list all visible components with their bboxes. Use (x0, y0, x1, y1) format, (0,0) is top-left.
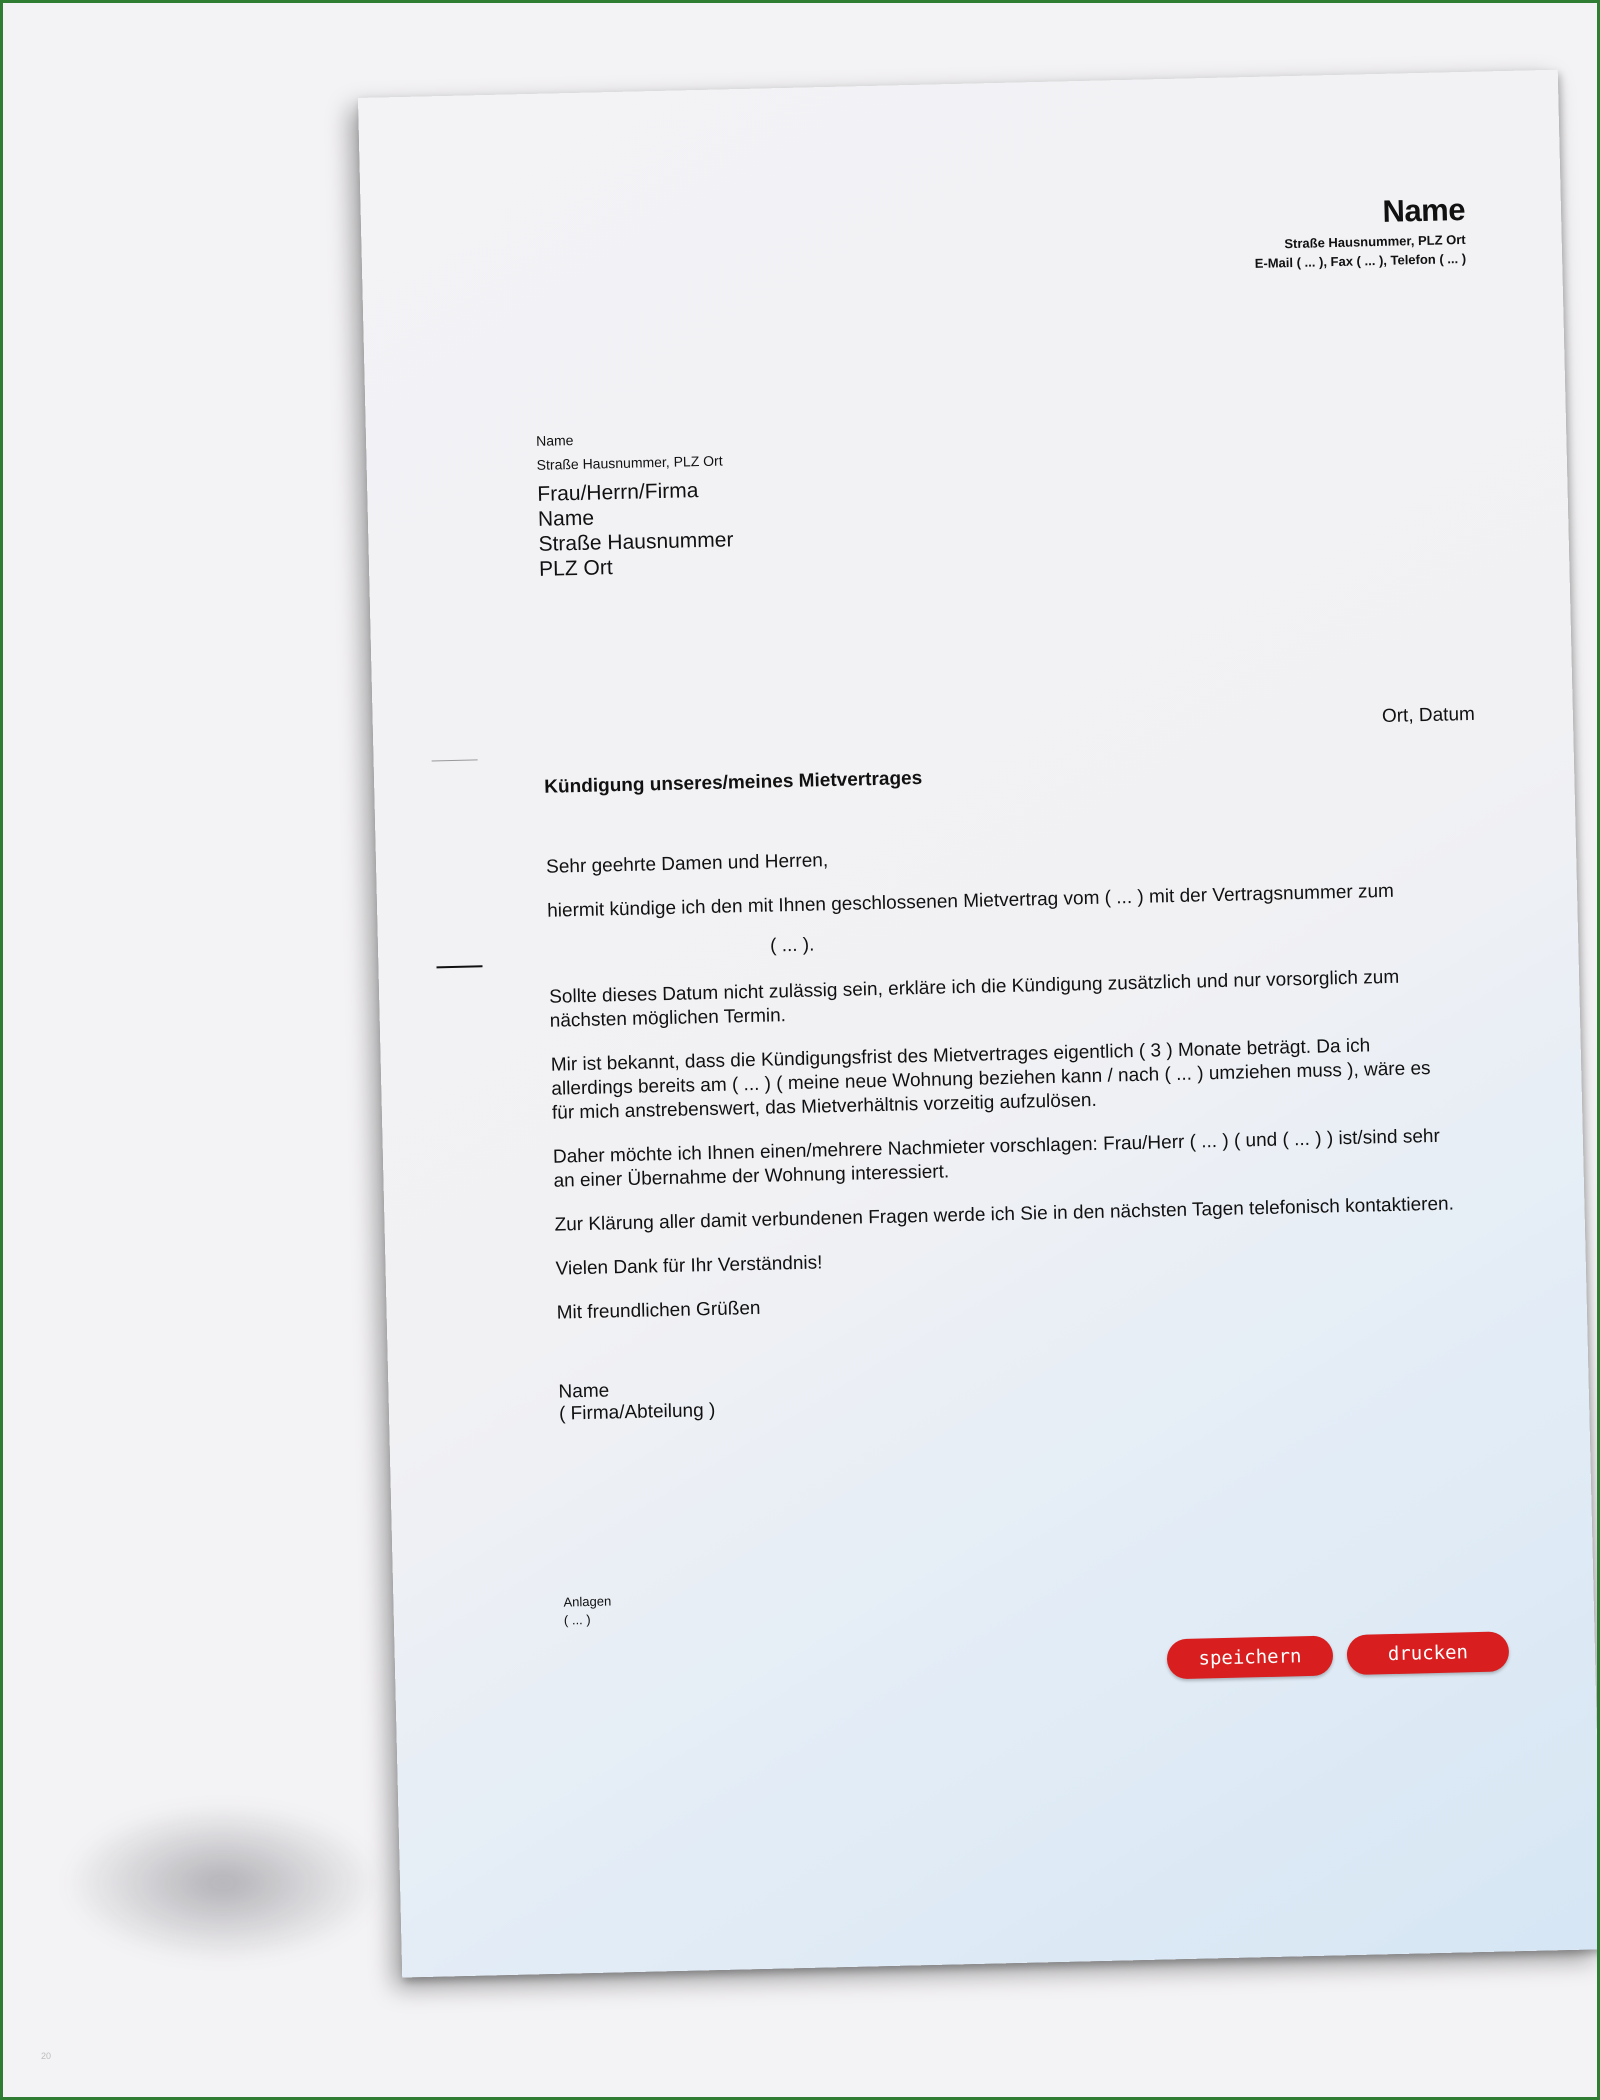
signature-department: ( Firma/Abteilung ) (558, 1399, 716, 1425)
recipient-street: Straße Hausnummer (538, 528, 734, 556)
letter-body (546, 835, 1457, 1346)
signature-block (558, 1378, 715, 1426)
fold-mark (432, 759, 478, 761)
greeting: Sehr geehrte Damen und Herren, (545, 850, 829, 878)
punch-mark (436, 965, 482, 968)
recipient-salutation: Frau/Herrn/Firma (537, 479, 699, 506)
letter-subject: Kündigung unseres/meines Mietvertrages (544, 767, 923, 798)
recipient-address (537, 477, 734, 582)
print-button[interactable]: drucken (1346, 1631, 1509, 1675)
closing: Mit freundlichen Grüßen (556, 1297, 761, 1324)
attachments (563, 1592, 612, 1629)
return-address-line: Straße Hausnummer, PLZ Ort (536, 452, 723, 473)
letter-page (358, 70, 1600, 1978)
signature-name: Name (558, 1380, 610, 1403)
place-date: Ort, Datum (1381, 703, 1476, 728)
paragraph-termination-date: ( ... ). (769, 934, 815, 957)
attachments-value: ( ... ) (563, 1611, 591, 1628)
return-address-name: Name (535, 432, 574, 449)
paragraph-termination: hiermit kündige ich den mit Ihnen geschlossenen Mietvertrag vom ( ... ) mit der Vertragsnummer zum (546, 880, 1395, 922)
sender-address: Straße Hausnummer, PLZ Ort (1284, 231, 1466, 252)
paper-shadow (63, 1803, 383, 1963)
paragraph-fallback-date: Sollte dieses Datum nicht zulässig sein, erkläre ich die Kündigung zusätzlich und nur vorsorglich zum nächsten möglichen Termin. (548, 966, 1400, 1032)
sender-name: Name (1382, 191, 1466, 229)
paragraph-successor-tenant: Daher möchte ich Ihnen einen/mehrere Nachmieter vorschlagen: Frau/Herr ( ... ) ( und ( ... ) ) ist/sind sehr an einer Übernahme der Wohnung interessiert. (552, 1125, 1441, 1192)
corner-mark: 20 (41, 2051, 52, 2061)
paragraph-notice-period: Mir ist bekannt, dass die Kündigungsfrist des Mietvertrages eigentlich ( 3 ) Monate beträgt. Da ich allerdings bereits am ( ... ) ( meine neue Wohnung beziehen kann / nach ( ... ) umziehen muss ), wäre es für mich anstrebenswert, das Mietverhältnis vorzeitig aufzulösen. (550, 1035, 1431, 1124)
paragraph-thanks: Vielen Dank für Ihr Verständnis! (555, 1252, 823, 1280)
sender-contact: E-Mail ( ... ), Fax ( ... ), Telefon ( ... ) (1254, 250, 1467, 271)
paragraph-contact: Zur Klärung aller damit verbundenen Fragen werde ich Sie in den nächsten Tagen telefonisch kontaktieren. (554, 1193, 1455, 1236)
sender-header (1253, 192, 1466, 271)
attachments-label: Anlagen (563, 1593, 612, 1610)
recipient-name: Name (537, 506, 595, 531)
save-button[interactable]: speichern (1167, 1635, 1334, 1679)
recipient-city: PLZ Ort (538, 556, 613, 581)
return-address (536, 425, 723, 477)
